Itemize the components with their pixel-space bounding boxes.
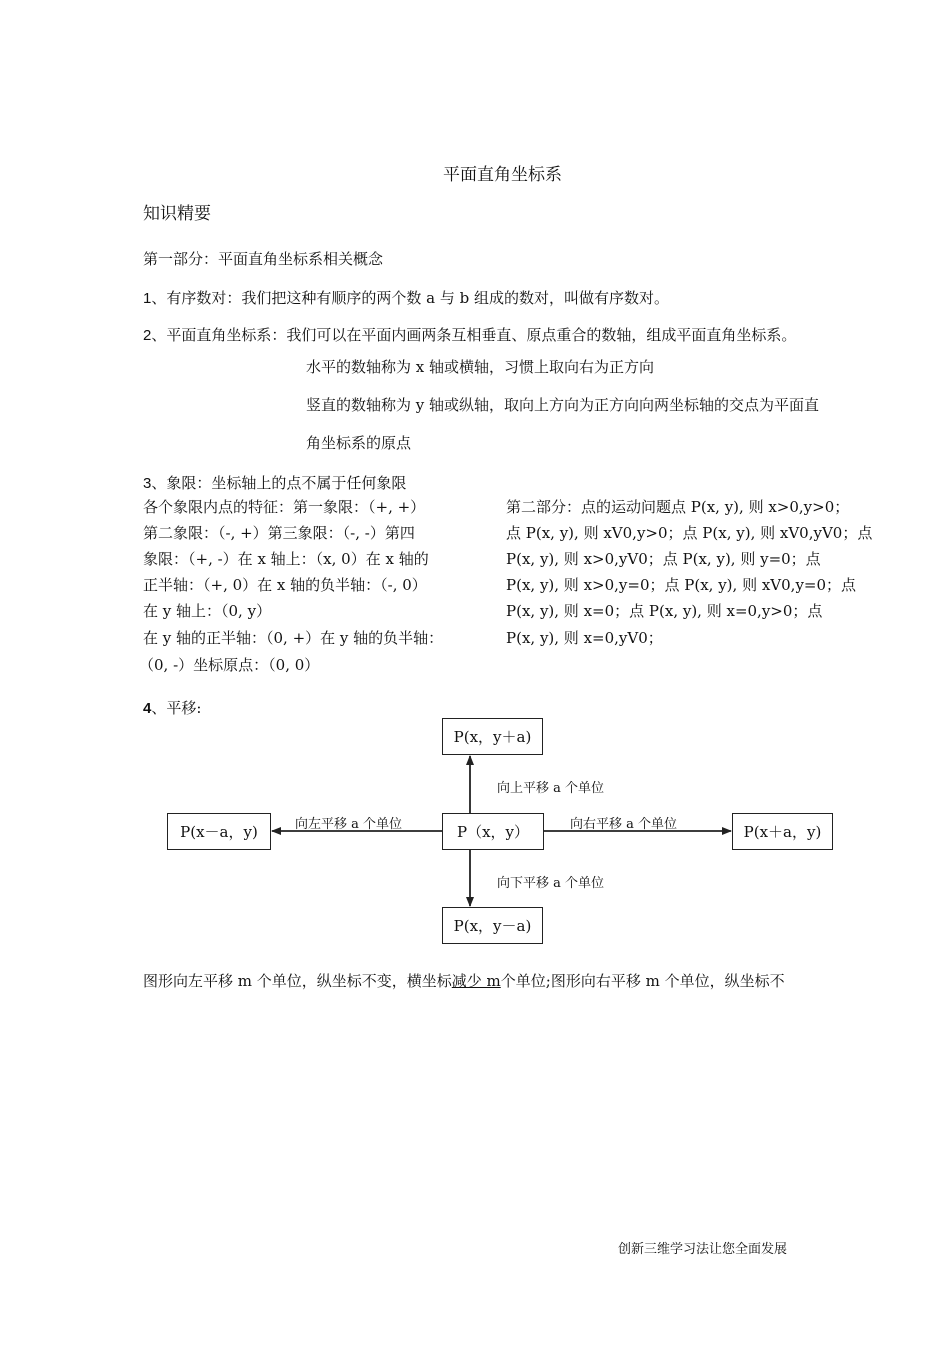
right-col-line: P(x, y), 则 x>0,y=0；点 P(x, y), 则 xV0,y=0；点 [506,576,857,594]
box-top: P(x，y＋a) [442,718,543,755]
label-down: 向下平移 a 个单位 [497,876,605,891]
box-center: P（x，y） [442,813,544,850]
page-title: 平面直角坐标系 [443,165,562,185]
footer: 创新三维学习法让您全面发展 [618,1242,788,1257]
right-col-line: 点 P(x, y), 则 xV0,y>0；点 P(x, y), 则 xV0,yV0；点 [506,524,873,542]
right-col-line: 第二部分：点的运动问题点 P(x, y), 则 x>0,y>0； [506,498,850,516]
item-2-line-b: 竖直的数轴称为 y 轴或纵轴，取向上方向为正方向向两坐标轴的交点为平面直 [306,396,820,414]
label-right: 向右平移 a 个单位 [570,817,678,832]
label-left: 向左平移 a 个单位 [295,817,403,832]
left-col-line: 各个象限内点的特征：第一象限：（+, +） [143,498,426,516]
item-4-text: 、平移: [151,699,202,717]
item-3-number: 3 [143,475,152,492]
last-line-underlined: 减少 m [451,972,501,990]
item-1-number: 1 [143,290,152,307]
left-col-line: 正半轴：（+, 0）在 x 轴的负半轴：（-, 0） [143,576,427,594]
part1-heading: 第一部分：平面直角坐标系相关概念 [143,250,384,268]
right-col-line: P(x, y), 则 x=0,yV0； [506,629,663,647]
item-3-text: 、象限：坐标轴上的点不属于任何象限 [151,474,407,492]
box-right: P(x＋a，y) [732,813,833,850]
right-col-line: P(x, y), 则 x=0；点 P(x, y), 则 x=0,y>0；点 [506,602,823,620]
box-left: P(x－a，y) [167,813,271,850]
item-2-line-a: 水平的数轴称为 x 轴或横轴，习惯上取向右为正方向 [306,358,654,376]
last-line-after: 个单位;图形向右平移 m 个单位，纵坐标不 [500,972,785,990]
right-col-line: P(x, y), 则 x>0,yV0；点 P(x, y), 则 y=0；点 [506,550,821,568]
item-2-number: 2 [143,327,152,344]
label-up: 向上平移 a 个单位 [497,781,605,796]
left-col-line: 第二象限：（-, +）第三象限：（-, -）第四 [143,524,415,542]
item-2-text: 、平面直角坐标系：我们可以在平面内画两条互相垂直、原点重合的数轴，组成平面直角坐标系。 [151,326,797,344]
left-col-line: （0, -）坐标原点：（0, 0） [139,656,320,674]
box-bottom: P(x，y－a) [442,907,543,944]
item-1-text: 、有序数对：我们把这种有顺序的两个数 a 与 b 组成的数对，叫做有序数对。 [151,289,669,307]
last-line-before: 图形向左平移 m 个单位，纵坐标不变，横坐标 [143,972,452,990]
item-2-line-c: 角坐标系的原点 [306,434,412,452]
last-line [143,970,785,991]
section-heading: 知识精要 [143,204,211,224]
item-4-number: 4 [143,700,152,717]
left-col-line: 象限：（+, -）在 x 轴上：（x, 0）在 x 轴的 [143,550,429,568]
left-col-line: 在 y 轴上：（0, y） [143,602,272,620]
left-col-line: 在 y 轴的正半轴：（0, +）在 y 轴的负半轴： [143,629,444,647]
